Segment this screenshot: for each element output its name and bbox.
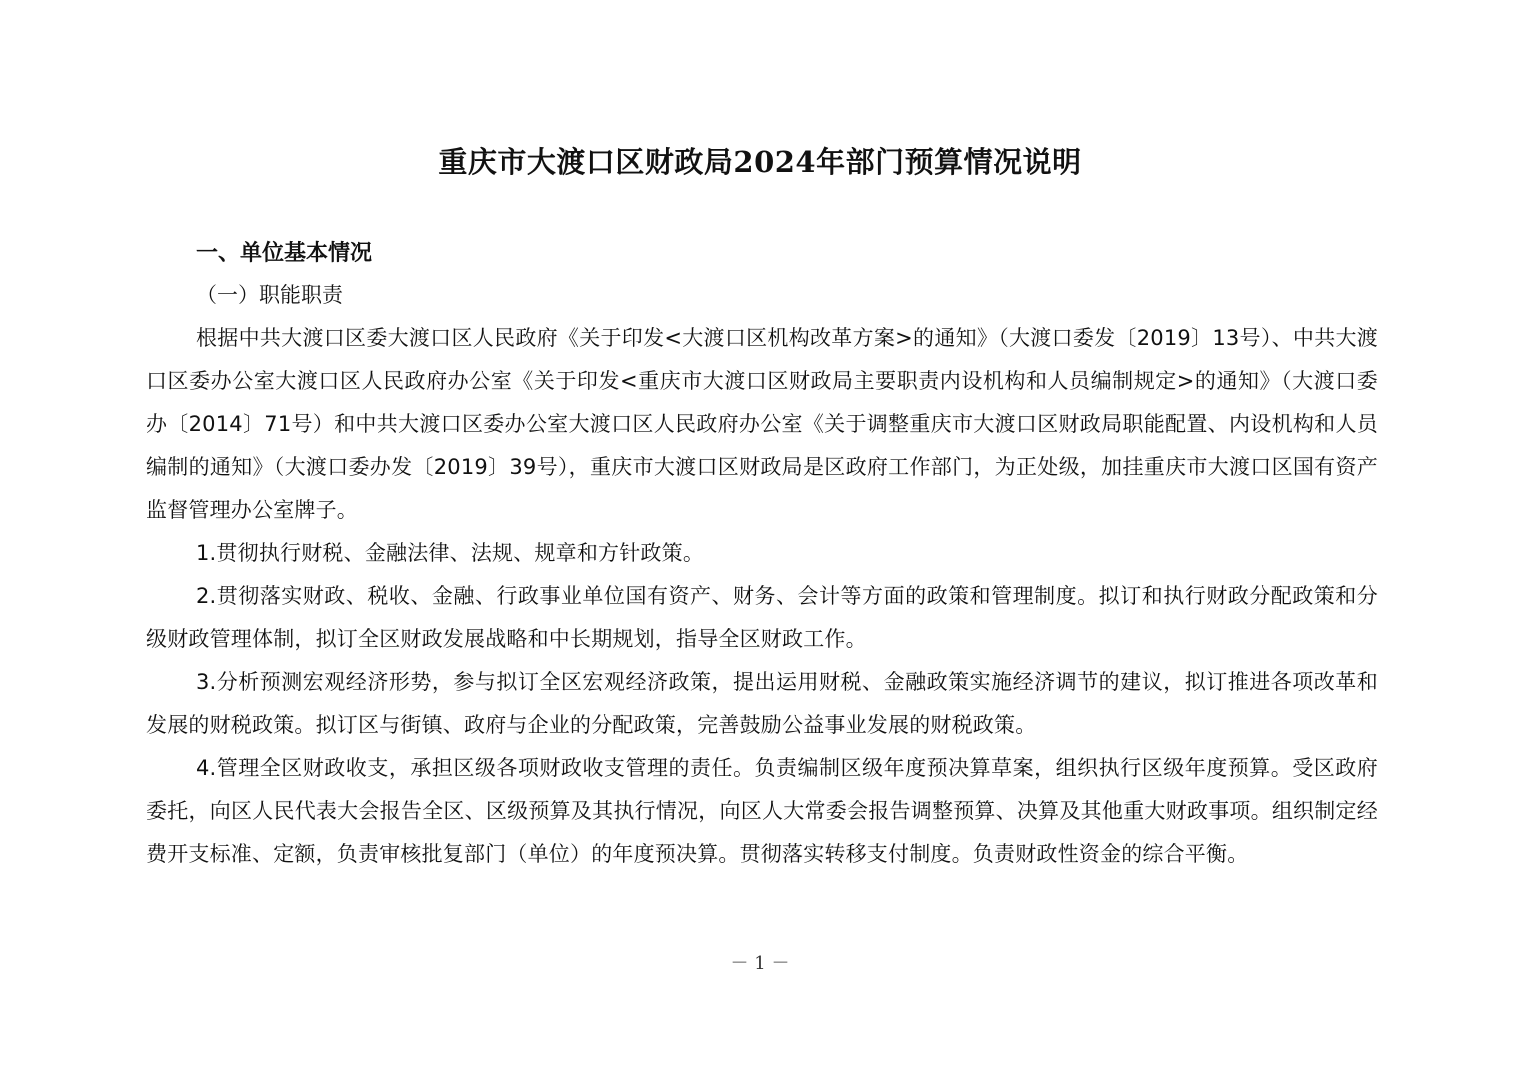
paragraph-basis: 根据中共大渡口区委大渡口区人民政府《关于印发<大渡口区机构改革方案>的通知》（大渡口委发〔2019〕13号）、中共大渡口区委办公室大渡口区人民政府办公室《关于印发<重庆市大渡口区财政局主要职责内设机构和人员编制规定>的通知》（大渡口委办〔2014〕71号）和中共大渡口区委办公室大渡口区人民政府办公室《关于调整重庆市大渡口区财政局职能配置、内设机构和人员编制的通知》（大渡口委办发〔2019〕39号），重庆市大渡口区财政局是区政府工作部门，为正处级，加挂重庆市大渡口区国有资产监督管理办公室牌子。 [146, 326, 1378, 522]
paragraph-duty-2: 2.贯彻落实财政、税收、金融、行政事业单位国有资产、财务、会计等方面的政策和管理制度。拟订和执行财政分配政策和分级财政管理体制，拟订全区财政发展战略和中长期规划，指导全区财政工作。 [146, 584, 1378, 651]
paragraph-duty-3: 3.分析预测宏观经济形势，参与拟订全区宏观经济政策，提出运用财税、金融政策实施经济调节的建议，拟订推进各项改革和发展的财税政策。拟订区与街镇、政府与企业的分配政策，完善鼓励公益事业发展的财税政策。 [146, 670, 1378, 737]
document-title: 重庆市大渡口区财政局2024年部门预算情况说明 [438, 145, 1082, 179]
section-heading: 一、单位基本情况 [196, 241, 373, 266]
page-number: － 1 － [730, 953, 790, 974]
paragraph-duty-4: 4.管理全区财政收支，承担区级各项财政收支管理的责任。负责编制区级年度预决算草案，组织执行区级年度预算。受区政府委托，向区人民代表大会报告全区、区级预算及其执行情况，向区人大常委会报告调整预算、决算及其他重大财政事项。组织制定经费开支标准、定额，负责审核批复部门（单位）的年度预决算。贯彻落实转移支付制度。负责财政性资金的综合平衡。 [146, 756, 1378, 866]
paragraph-duty-1: 1.贯彻执行财税、金融法律、法规、规章和方针政策。 [196, 541, 705, 565]
document-body [146, 234, 1378, 876]
subsection-heading: （一）职能职责 [196, 283, 343, 307]
